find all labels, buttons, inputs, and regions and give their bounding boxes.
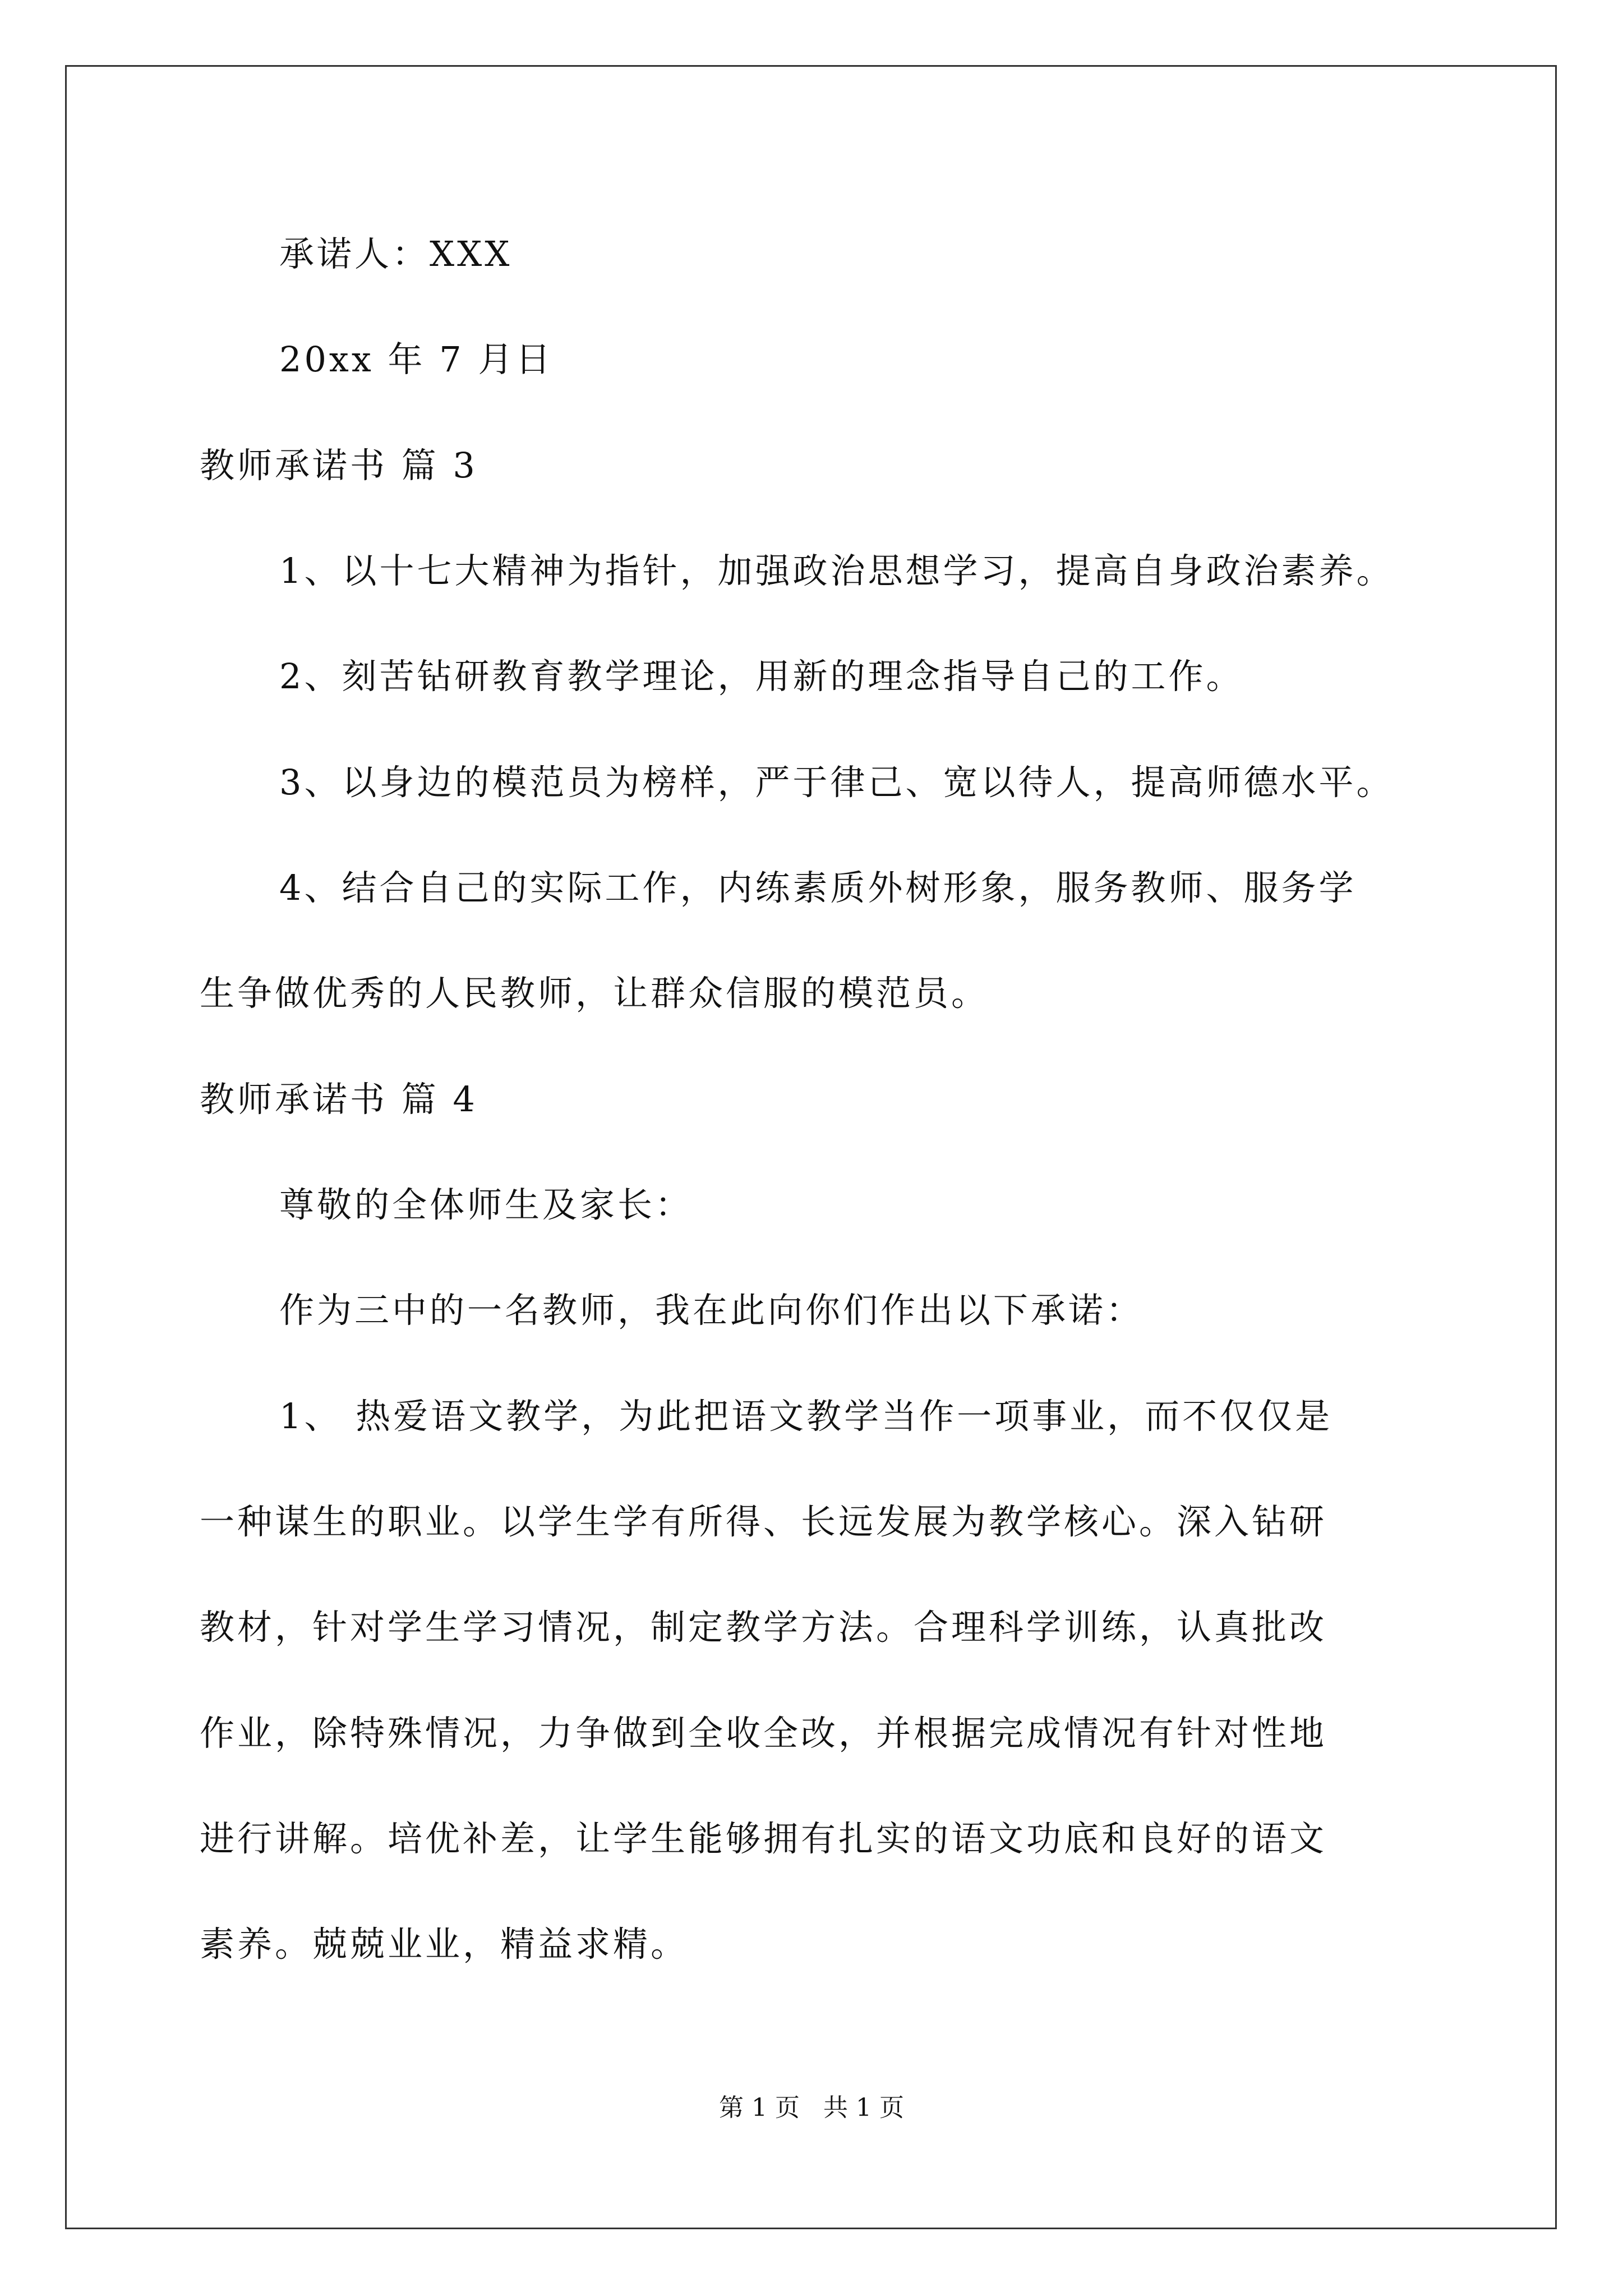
signatory-line: 承诺人：XXX (279, 233, 513, 274)
page-footer: 第 1 页 共 1 页 (719, 2093, 904, 2122)
section-heading-4: 教师承诺书 篇 4 (200, 1079, 478, 1120)
paragraph-line: 1、 热爱语文教学，为此把语文教学当作一项事业，而不仅仅是 (279, 1396, 1333, 1437)
section-heading-3: 教师承诺书 篇 3 (200, 445, 478, 486)
paragraph-line: 4、结合自己的实际工作，内练素质外树形象，服务教师、服务学 (279, 867, 1357, 908)
salutation-line: 尊敬的全体师生及家长： (279, 1184, 693, 1225)
paragraph-line: 生争做优秀的人民教师，让群众信服的模范员。 (200, 973, 989, 1014)
paragraph-line: 1、以十七大精神为指针，加强政治思想学习，提高自身政治素养。 (279, 550, 1394, 591)
page-border (65, 65, 1557, 2229)
date-line: 20xx 年 7 月日 (279, 339, 554, 380)
paragraph-line: 作业，除特殊情况，力争做到全收全改，并根据完成情况有针对性地 (200, 1713, 1327, 1754)
paragraph-line: 教材，针对学生学习情况，制定教学方法。合理科学训练，认真批改 (200, 1607, 1327, 1648)
paragraph-line: 作为三中的一名教师，我在此向你们作出以下承诺： (279, 1290, 1144, 1331)
paragraph-line: 进行讲解。培优补差，让学生能够拥有扎实的语文功底和良好的语文 (200, 1818, 1327, 1859)
paragraph-line: 2、刻苦钻研教育教学理论，用新的理念指导自己的工作。 (279, 656, 1244, 697)
paragraph-line: 3、以身边的模范员为榜样，严于律己、宽以待人，提高师德水平。 (279, 762, 1394, 803)
paragraph-line: 素养。兢兢业业，精益求精。 (200, 1924, 689, 1964)
paragraph-line: 一种谋生的职业。以学生学有所得、长远发展为教学核心。深入钻研 (200, 1501, 1327, 1542)
